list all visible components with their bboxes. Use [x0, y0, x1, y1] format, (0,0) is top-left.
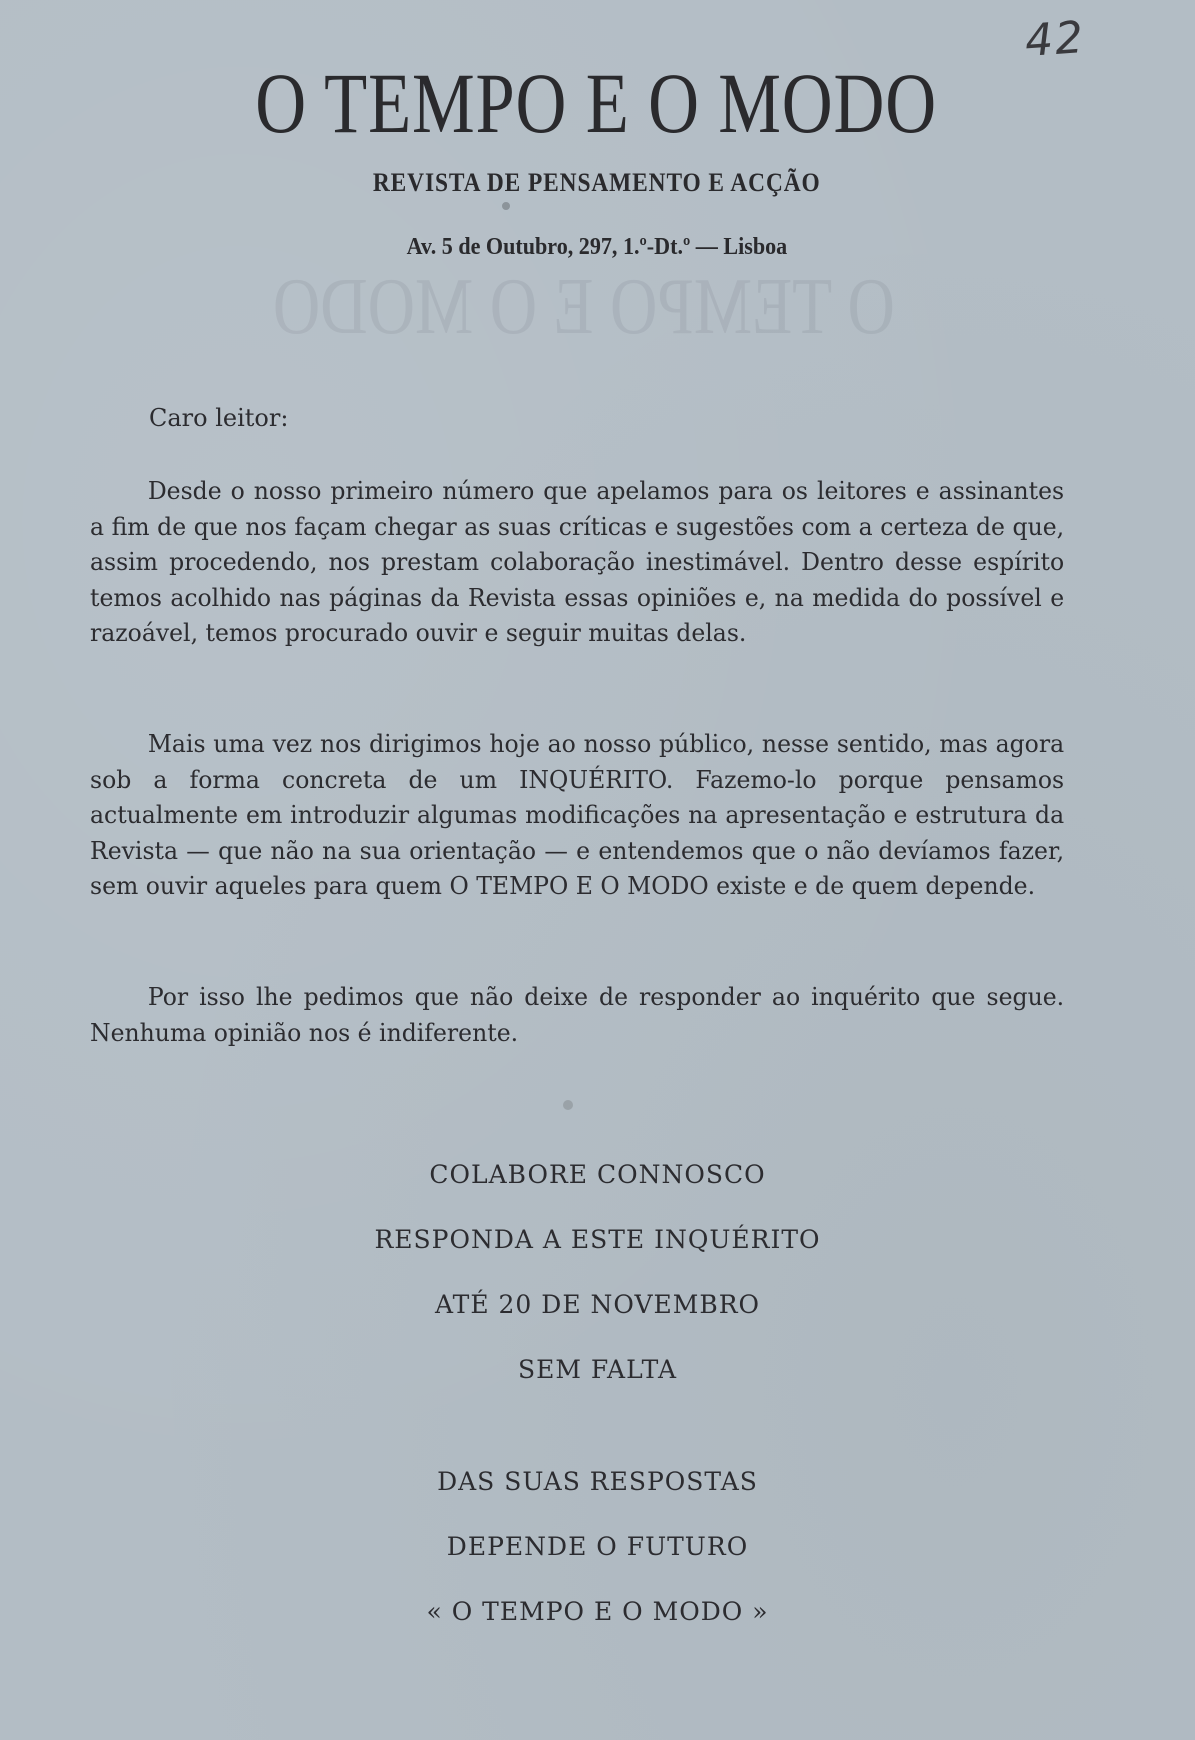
letter-paragraph-3 — [90, 980, 1064, 1051]
handwritten-page-number: 42 — [1023, 11, 1087, 68]
cta-line-deadline: ATÉ 20 DE NOVEMBRO — [434, 1290, 761, 1319]
closing-line-3: « O TEMPO E O MODO » — [426, 1597, 769, 1626]
cta-line-respond: RESPONDA A ESTE INQUÉRITO — [374, 1225, 821, 1254]
cta-line-collaborate: COLABORE CONNOSCO — [429, 1160, 766, 1189]
letter-paragraph-2 — [90, 727, 1064, 905]
masthead-title: O TEMPO E O MODO — [255, 55, 938, 151]
closing-line-1: DAS SUAS RESPOSTAS — [437, 1467, 758, 1496]
letter-salutation: Caro leitor: — [149, 404, 289, 432]
cta-line-without-fail: SEM FALTA — [517, 1355, 678, 1384]
ornament-dot-icon — [502, 202, 510, 210]
closing-line-2: DEPENDE O FUTURO — [446, 1532, 749, 1561]
bleed-through-text: O TEMPO E O MODO — [272, 263, 895, 351]
paragraph-text: Mais uma vez nos dirigimos hoje ao nosso público, nesse sentido, mas agora sob a forma concreta de um INQUÉRITO. Fazemo-lo porque pensamos actualmente em introduzir algumas modificações na apresentação e estrutura da Revista — que não na sua orientação — e entendemos que o não devíamos fazer, sem ouvir aqueles para quem O TEMPO E O MODO existe e de quem depende. — [90, 730, 1065, 900]
ornament-dot-icon — [563, 1100, 573, 1110]
masthead-address: Av. 5 de Outubro, 297, 1.º-Dt.º — Lisboa — [406, 234, 788, 260]
paragraph-text: Por isso lhe pedimos que não deixe de responder ao inquérito que segue. Nenhuma opinião nos é indiferente. — [90, 983, 1065, 1047]
letter-paragraph-1 — [90, 474, 1064, 652]
masthead-subtitle: REVISTA DE PENSAMENTO E ACÇÃO — [372, 168, 821, 197]
paragraph-text: Desde o nosso primeiro número que apelamos para os leitores e assinantes a fim de que nos façam chegar as suas críticas e sugestões com a certeza de que, assim procedendo, nos prestam colaboração inestimável. Dentro desse espírito temos acolhido nas páginas da Revista essas opiniões e, na medida do possível e razoável, temos procurado ouvir e seguir muitas delas. — [90, 477, 1065, 647]
